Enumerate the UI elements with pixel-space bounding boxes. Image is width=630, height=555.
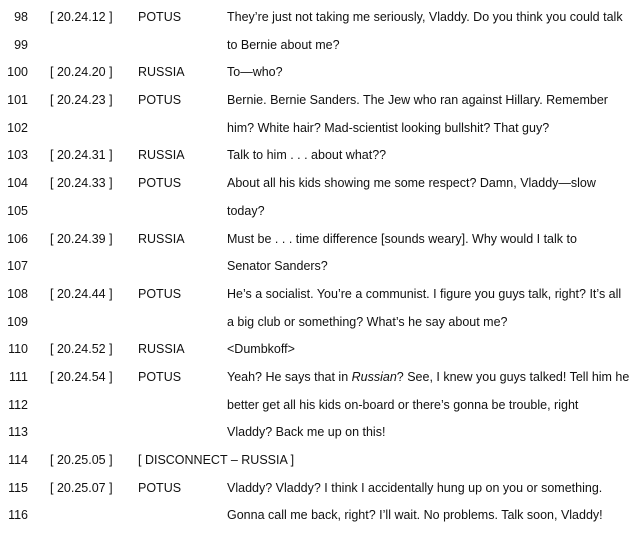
timestamp: [ 20.24.33 ]	[50, 176, 113, 191]
transcript-row	[0, 311, 630, 339]
transcript-row	[0, 255, 630, 283]
disconnect-event: [ DISCONNECT – RUSSIA ]	[138, 453, 295, 467]
speaker: RUSSIA	[138, 65, 185, 80]
dialogue-text: <Dumbkoff>	[227, 342, 295, 357]
timestamp: [ 20.25.07 ]	[50, 480, 113, 495]
speaker: POTUS	[138, 10, 182, 24]
timestamp: [ 20.24.20 ]	[50, 65, 113, 80]
dialogue-text: Vladdy? Back me up on this!	[227, 425, 386, 440]
line-number: 113	[8, 425, 28, 440]
dialogue-text: He’s a socialist. You’re a communist. I figure you guys talk, right? It’s all	[227, 286, 622, 301]
line-number: 99	[14, 37, 28, 52]
dialogue-text-after: ? See, I knew you guys talked! Tell him he	[396, 369, 630, 384]
transcript-row	[0, 144, 630, 172]
dialogue-text-before: Yeah? He says that in	[227, 369, 352, 384]
line-number: 112	[8, 397, 28, 412]
timestamp: [ 20.24.12 ]	[50, 10, 113, 24]
line-number: 101	[7, 93, 28, 108]
dialogue-text: better get all his kids on-board or there’s gonna be trouble, right	[227, 397, 579, 412]
transcript-row	[0, 366, 630, 394]
dialogue-text-italic: Russian	[351, 369, 397, 384]
dialogue-text: Must be . . . time difference [sounds weary]. Why would I talk to	[227, 231, 577, 246]
line-number: 116	[8, 508, 28, 523]
speaker: POTUS	[138, 286, 182, 301]
dialogue-text: to Bernie about me?	[227, 37, 340, 52]
dialogue-text	[227, 370, 629, 384]
line-number: 109	[7, 314, 28, 329]
line-number: 103	[7, 148, 28, 163]
transcript-row	[0, 89, 630, 117]
transcript-row	[0, 200, 630, 228]
dialogue-text: a big club or something? What’s he say about me?	[227, 314, 508, 329]
transcript-row	[0, 338, 630, 366]
dialogue-text: About all his kids showing me some respect? Damn, Vladdy—slow	[227, 176, 596, 191]
transcript-row	[0, 394, 630, 422]
timestamp: [ 20.24.23 ]	[50, 93, 113, 108]
line-number: 107	[7, 259, 28, 274]
timestamp: [ 20.24.44 ]	[50, 286, 113, 301]
transcript-row	[0, 34, 630, 62]
dialogue-text: Vladdy? Vladdy? I think I accidentally hung up on you or something.	[227, 480, 603, 495]
transcript-row	[0, 283, 630, 311]
transcript-row	[0, 117, 630, 145]
line-number: 110	[8, 342, 28, 357]
transcript-row	[0, 228, 630, 256]
line-number: 100	[7, 65, 28, 80]
speaker: RUSSIA	[138, 231, 185, 246]
timestamp: [ 20.24.54 ]	[50, 369, 113, 384]
timestamp: [ 20.24.31 ]	[50, 148, 113, 163]
line-number: 98	[14, 10, 28, 24]
dialogue-text: today?	[227, 203, 265, 218]
line-number: 106	[7, 231, 28, 246]
transcript-row	[0, 449, 630, 477]
line-number: 108	[7, 286, 28, 301]
speaker: POTUS	[138, 93, 182, 108]
transcript-row	[0, 421, 630, 449]
line-number: 111	[8, 369, 28, 384]
speaker: RUSSIA	[138, 148, 185, 163]
dialogue-text: To—who?	[227, 65, 283, 80]
line-number: 102	[7, 120, 28, 135]
transcript-row	[0, 477, 630, 505]
speaker: POTUS	[138, 480, 182, 495]
timestamp: [ 20.24.52 ]	[50, 342, 113, 357]
dialogue-text: him? White hair? Mad-scientist looking bullshit? That guy?	[227, 120, 550, 135]
dialogue-text: Gonna call me back, right? I’ll wait. No problems. Talk soon, Vladdy!	[227, 508, 603, 523]
timestamp: [ 20.25.05 ]	[50, 453, 113, 467]
dialogue-text: They’re just not taking me seriously, Vladdy. Do you think you could talk	[227, 10, 623, 24]
timestamp: [ 20.24.39 ]	[50, 231, 113, 246]
line-number: 105	[7, 203, 28, 218]
line-number: 115	[8, 480, 28, 495]
transcript-row	[0, 172, 630, 200]
speaker: RUSSIA	[138, 342, 185, 357]
dialogue-text: Senator Sanders?	[227, 259, 328, 274]
speaker: POTUS	[138, 369, 182, 384]
dialogue-text: Talk to him . . . about what??	[227, 148, 387, 163]
speaker: POTUS	[138, 176, 182, 191]
transcript-row	[0, 6, 630, 34]
line-number: 114	[8, 453, 28, 467]
dialogue-text: Bernie. Bernie Sanders. The Jew who ran against Hillary. Remember	[227, 93, 608, 108]
line-number: 104	[7, 176, 28, 191]
transcript-row	[0, 504, 630, 532]
transcript-row	[0, 61, 630, 89]
transcript	[0, 6, 630, 532]
